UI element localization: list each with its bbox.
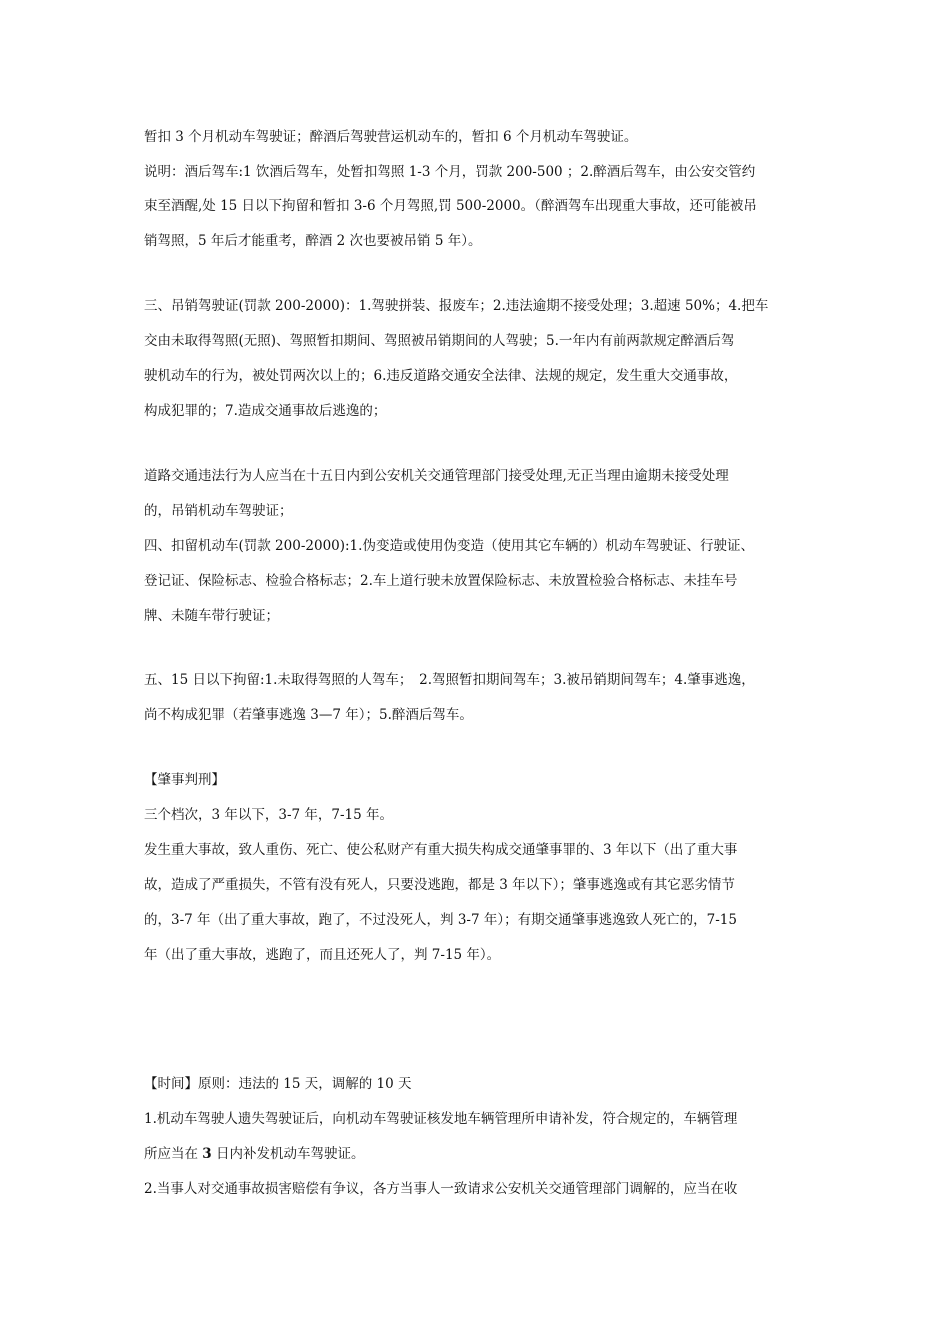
text-line: 道路交通违法行为人应当在十五日内到公安机关交通管理部门接受处理,无正当理由逾期未接受处理 — [144, 468, 729, 484]
text-line: 尚不构成犯罪（若肇事逃逸 3—7 年）；5.醉酒后驾车。 — [144, 707, 473, 723]
text-line: 年（出了重大事故，逃跑了，而且还死人了，判 7-15 年）。 — [144, 947, 501, 963]
text-line: 销驾照，5 年后才能重考，醉酒 2 次也要被吊销 5 年）。 — [144, 233, 482, 249]
text-line: 的，3-7 年（出了重大事故，跑了，不过没死人，判 3-7 年）；有期交通肇事逃逸致人死亡的，7-15 — [144, 912, 737, 928]
text-line: 交由未取得驾照(无照)、驾照暂扣期间、驾照被吊销期间的人驾驶；5.一年内有前两款规定醉酒后驾 — [144, 333, 735, 349]
text-line: 故，造成了严重损失，不管有没有死人，只要没逃跑，都是 3 年以下）；肇事逃逸或有其它恶劣情节 — [144, 877, 735, 893]
text-line: 说明：酒后驾车:1 饮酒后驾车，处暂扣驾照 1-3 个月，罚款 200-500 ；2.醉酒后驾车，由公安交管约 — [144, 164, 756, 180]
text-segment: 所应当在 — [144, 1146, 198, 1162]
text-line: 2.当事人对交通事故损害赔偿有争议，各方当事人一致请求公安机关交通管理部门调解的，应当在收 — [144, 1181, 738, 1197]
text-line: 驶机动车的行为，被处罚两次以上的；6.违反道路交通安全法律、法规的规定，发生重大交通事故， — [144, 368, 738, 384]
section-heading: 【时间】原则：违法的 15 天，调解的 10 天 — [144, 1076, 412, 1092]
text-line: 登记证、保险标志、检验合格标志；2.车上道行驶未放置保险标志、未放置检验合格标志、未挂车号 — [144, 573, 738, 589]
text-line: 束至酒醒,处 15 日以下拘留和暂扣 3-6 个月驾照,罚 500-2000。（醉酒驾车出现重大事故，还可能被吊 — [144, 198, 757, 214]
text-line: 五、15 日以下拘留:1.未取得驾照的人驾车； 2.驾照暂扣期间驾车；3.被吊销期间驾车；4.肇事逃逸， — [144, 672, 755, 688]
text-line: 三个档次，3 年以下，3-7 年，7-15 年。 — [144, 807, 394, 823]
bold-number: 3 — [202, 1146, 212, 1162]
text-line: 四、扣留机动车(罚款 200-2000):1.伪变造或使用伪变造（使用其它车辆的）机动车驾驶证、行驶证、 — [144, 538, 754, 554]
text-line: 暂扣 3 个月机动车驾驶证；醉酒后驾驶营运机动车的，暂扣 6 个月机动车驾驶证。 — [144, 129, 638, 145]
text-line: 的，吊销机动车驾驶证； — [144, 503, 293, 519]
section-heading: 【肇事判刑】 — [144, 772, 225, 788]
text-line — [144, 1144, 824, 1164]
text-segment: 日内补发机动车驾驶证。 — [216, 1146, 365, 1162]
text-line: 牌、未随车带行驶证； — [144, 608, 279, 624]
text-line: 发生重大事故，致人重伤、死亡、使公私财产有重大损失构成交通肇事罪的、3 年以下（出了重大事 — [144, 842, 738, 858]
text-line: 1.机动车驾驶人遗失驾驶证后，向机动车驾驶证核发地车辆管理所申请补发，符合规定的，车辆管理 — [144, 1111, 738, 1127]
text-line: 三、吊销驾驶证(罚款 200-2000)：1.驾驶拼装、报废车；2.违法逾期不接受处理；3.超速 50%；4.把车 — [144, 298, 769, 314]
text-line: 构成犯罪的；7.造成交通事故后逃逸的； — [144, 403, 387, 419]
